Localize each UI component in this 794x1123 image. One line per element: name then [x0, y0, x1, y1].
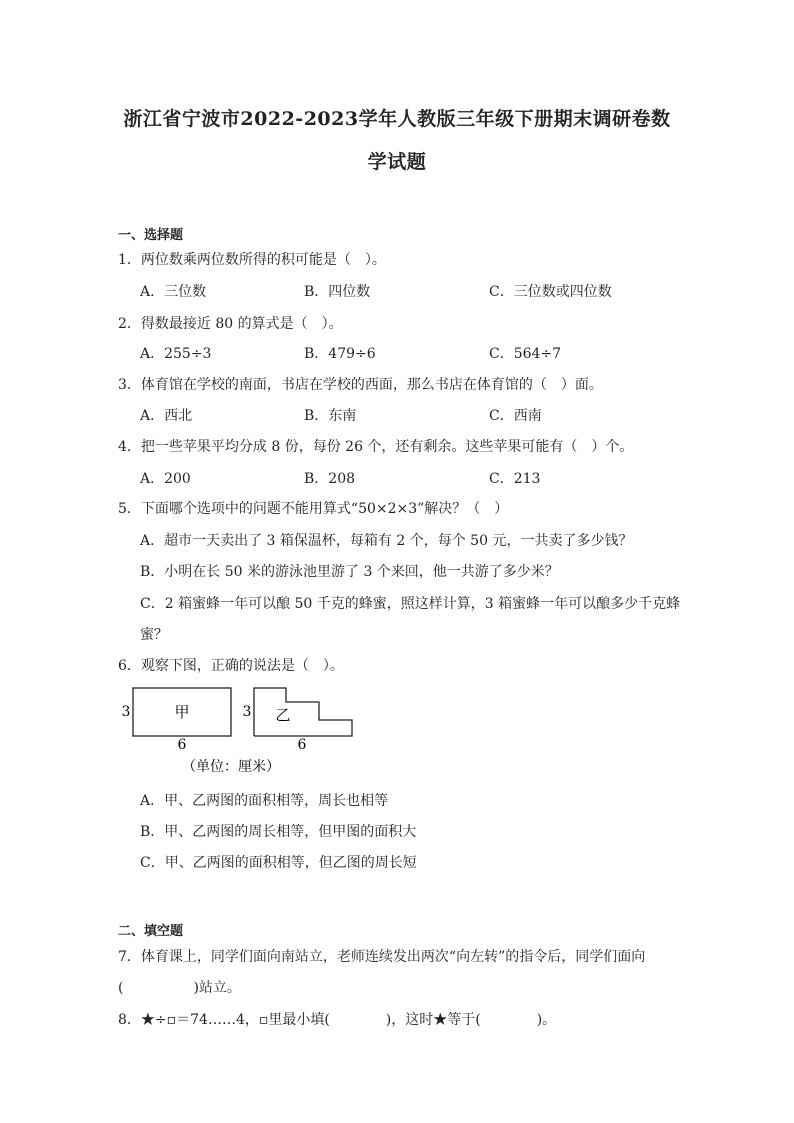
page-title-line2: 学试题 — [367, 151, 427, 173]
question-6-option-c: C．甲、乙两图的面积相等，但乙图的周长短 — [140, 855, 417, 871]
question-2-option-a: A．255÷3 — [140, 346, 212, 362]
question-7-line1: 7．体育课上，同学们面向南站立，老师连续发出两次“向左转”的指令后，同学们面向 — [118, 949, 646, 965]
question-1-stem: 1．两位数乘两位数所得的积可能是（ ）。 — [118, 252, 386, 268]
shape-jia-width-label: 6 — [177, 737, 187, 753]
question-8-line1: 8．★÷▫＝74……4，▫里最小填( )，这时★等于( )。 — [118, 1012, 557, 1028]
page-title-line1: 浙江省宁波市2022-2023学年人教版三年级下册期末调研卷数 — [123, 108, 671, 130]
question-1-option-b: B．四位数 — [304, 284, 371, 300]
question-3-option-c: C．西南 — [489, 408, 542, 424]
question-4-option-c: C．213 — [489, 471, 541, 487]
section-heading-fill: 二、填空题 — [118, 924, 184, 939]
question-6-option-a: A．甲、乙两图的面积相等，周长也相等 — [140, 793, 389, 809]
question-2-stem: 2．得数最接近 80 的算式是（ ）。 — [118, 316, 343, 332]
question-4-stem: 4．把一些苹果平均分成 8 份，每份 26 个，还有剩余。这些苹果可能有（ ）个。 — [118, 439, 634, 455]
question-2-option-c: C．564÷7 — [489, 346, 562, 362]
shapes-figure — [0, 683, 794, 783]
question-5-option-c-line2: 蜜？ — [140, 627, 168, 643]
question-5-option-c-line1: C．2 箱蜜蜂一年可以酿 50 千克的蜂蜜，照这样计算，3 箱蜜蜂一年可以酿多少千克蜂 — [140, 596, 681, 612]
question-3-option-b: B．东南 — [304, 408, 357, 424]
question-7-line2: ( )站立。 — [118, 980, 241, 996]
question-1-option-a: A．三位数 — [140, 284, 207, 300]
question-4-option-a: A．200 — [140, 471, 191, 487]
shape-yi-width-label: 6 — [297, 737, 307, 753]
question-4-option-b: B．208 — [304, 471, 356, 487]
question-6-option-b: B．甲、乙两图的周长相等，但甲图的面积大 — [140, 824, 417, 840]
shape-yi-polygon — [254, 688, 352, 736]
question-5-option-b: B．小明在长 50 米的游泳池里游了 3 个来回，他一共游了多少米？ — [140, 564, 559, 580]
shape-jia-height-label: 3 — [121, 704, 131, 720]
figure-unit-note: （单位：厘米） — [182, 759, 280, 775]
shape-yi-label: 乙 — [275, 706, 291, 724]
question-5-option-a: A．超市一天卖出了 3 箱保温杯，每箱有 2 个，每个 50 元，一共卖了多少钱？ — [140, 533, 633, 549]
section-heading-choice: 一、选择题 — [118, 228, 184, 243]
question-3-stem: 3．体育馆在学校的南面，书店在学校的西面，那么书店在体育馆的（ ）面。 — [118, 377, 603, 393]
shape-jia-label: 甲 — [174, 703, 190, 721]
question-5-stem: 5．下面哪个选项中的问题不能用算式“50×2×3”解决？（ ） — [118, 501, 509, 517]
question-3-option-a: A．西北 — [140, 408, 193, 424]
question-6-stem: 6．观察下图，正确的说法是（ ）。 — [118, 658, 344, 674]
question-1-option-c: C．三位数或四位数 — [489, 284, 612, 300]
question-2-option-b: B．479÷6 — [304, 346, 376, 362]
shape-yi-height-label: 3 — [242, 704, 252, 720]
